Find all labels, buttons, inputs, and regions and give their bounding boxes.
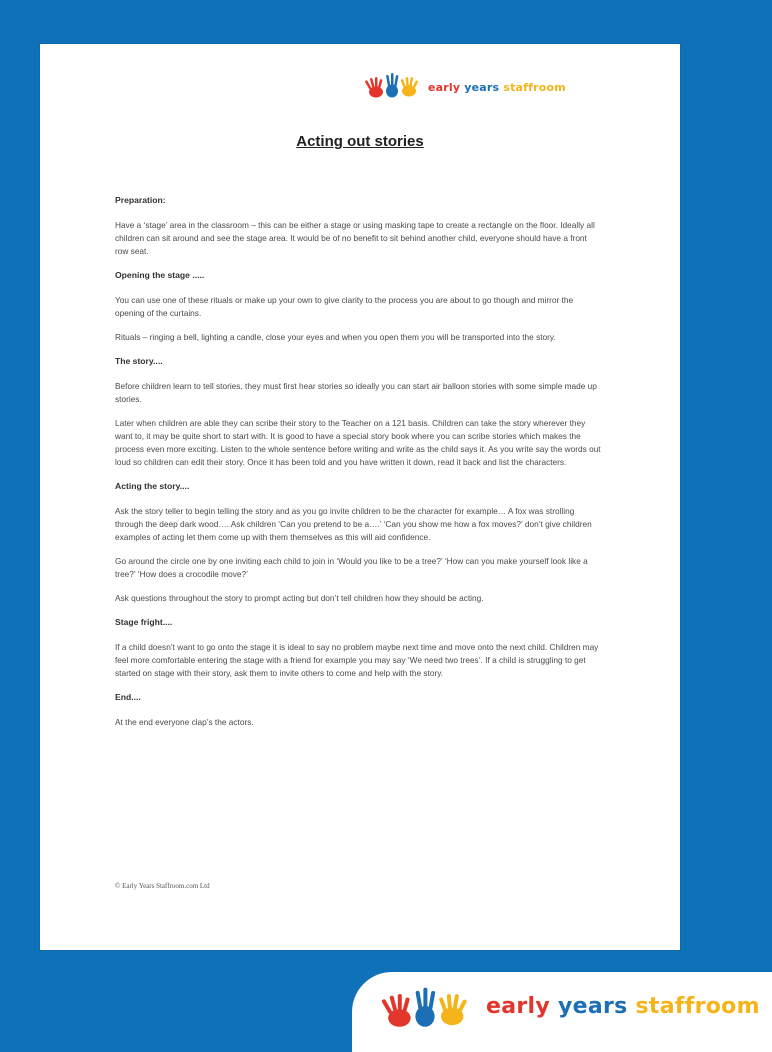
paragraph: Go around the circle one by one inviting each child to join in ‘Would you like to be a tree?’ ‘How can you make yourself look like a tree?’ ‘How does a crocodile move?’ — [115, 556, 588, 579]
hands-logo-icon — [362, 72, 422, 102]
brand-word-early: early — [486, 994, 550, 1019]
paragraph: Ask the story teller to begin telling the story and as you go invite children to be the character for example… A fox was strolling through the deep dark wood…. Ask children ‘Can you pretend to be a….’ ‘Can you show me how a fox moves?’ don’t give children examples of acting let them come up with them themselves as this will aid confidence. — [115, 506, 592, 542]
paragraph: If a child doesn’t want to go onto the stage it is ideal to say no problem maybe next time and move onto the next child. Children may feel more comfortable entering the stage with a friend for example you may say ‘We need two trees’. If a child is struggling to get started on stage with their story, ask them to invite others to come and help with the story. — [115, 642, 599, 678]
paragraph: Before children learn to tell stories, they must first hear stories so ideally you can start air balloon stories with some simple made up stories. — [115, 381, 597, 404]
document-body — [115, 194, 601, 740]
brand-word-years: years — [557, 994, 628, 1019]
section-heading: Preparation: — [115, 195, 166, 205]
copyright-notice: © Early Years Staffroom.com Ltd — [115, 882, 210, 890]
brand-word-staffroom: staffroom — [503, 80, 566, 94]
document-page — [40, 44, 680, 950]
brand-word-staffroom: staffroom — [635, 994, 760, 1019]
paragraph: Rituals – ringing a bell, lighting a candle, close your eyes and when you open them you will be transported into the story. — [115, 332, 556, 342]
brand-word-years: years — [464, 80, 500, 94]
section-heading: The story.... — [115, 356, 163, 366]
section-heading: Opening the stage ..... — [115, 270, 205, 280]
section-heading: End.... — [115, 692, 141, 702]
brand-wordmark — [486, 994, 760, 1019]
footer-brand-logo — [352, 972, 772, 1052]
section-heading: Stage fright.... — [115, 617, 173, 627]
hands-logo-icon — [370, 986, 480, 1034]
brand-word-early: early — [428, 80, 461, 94]
document-brand-logo — [362, 72, 566, 102]
paragraph: Have a ‘stage’ area in the classroom – this can be either a stage or using masking tape to create a rectangle on the floor. Ideally all children can sit around and see the stage area. It would be of no benefit to sit behind another child, everyone should have a front row seat. — [115, 220, 595, 256]
paragraph: Ask questions throughout the story to prompt acting but don’t tell children how they should be acting. — [115, 593, 484, 603]
section-heading: Acting the story.... — [115, 481, 190, 491]
document-title: Acting out stories — [296, 133, 424, 150]
paragraph: Later when children are able they can scribe their story to the Teacher on a 121 basis. Children can take the story wherever they want to, it may be quite short to start with. It is good to have a special story book where you can scribe stories which makes the process even more exciting. Listen to the whole sentence before writing and write as the child says it. As you write say the words out loud so children can edit their story. Once it has been told and you have written it down, read it back and list the characters. — [115, 418, 601, 467]
brand-wordmark — [428, 81, 566, 94]
paragraph: You can use one of these rituals or make up your own to give clarity to the process you are about to go though and mirror the opening of the curtains. — [115, 295, 574, 318]
paragraph: At the end everyone clap’s the actors. — [115, 717, 254, 727]
